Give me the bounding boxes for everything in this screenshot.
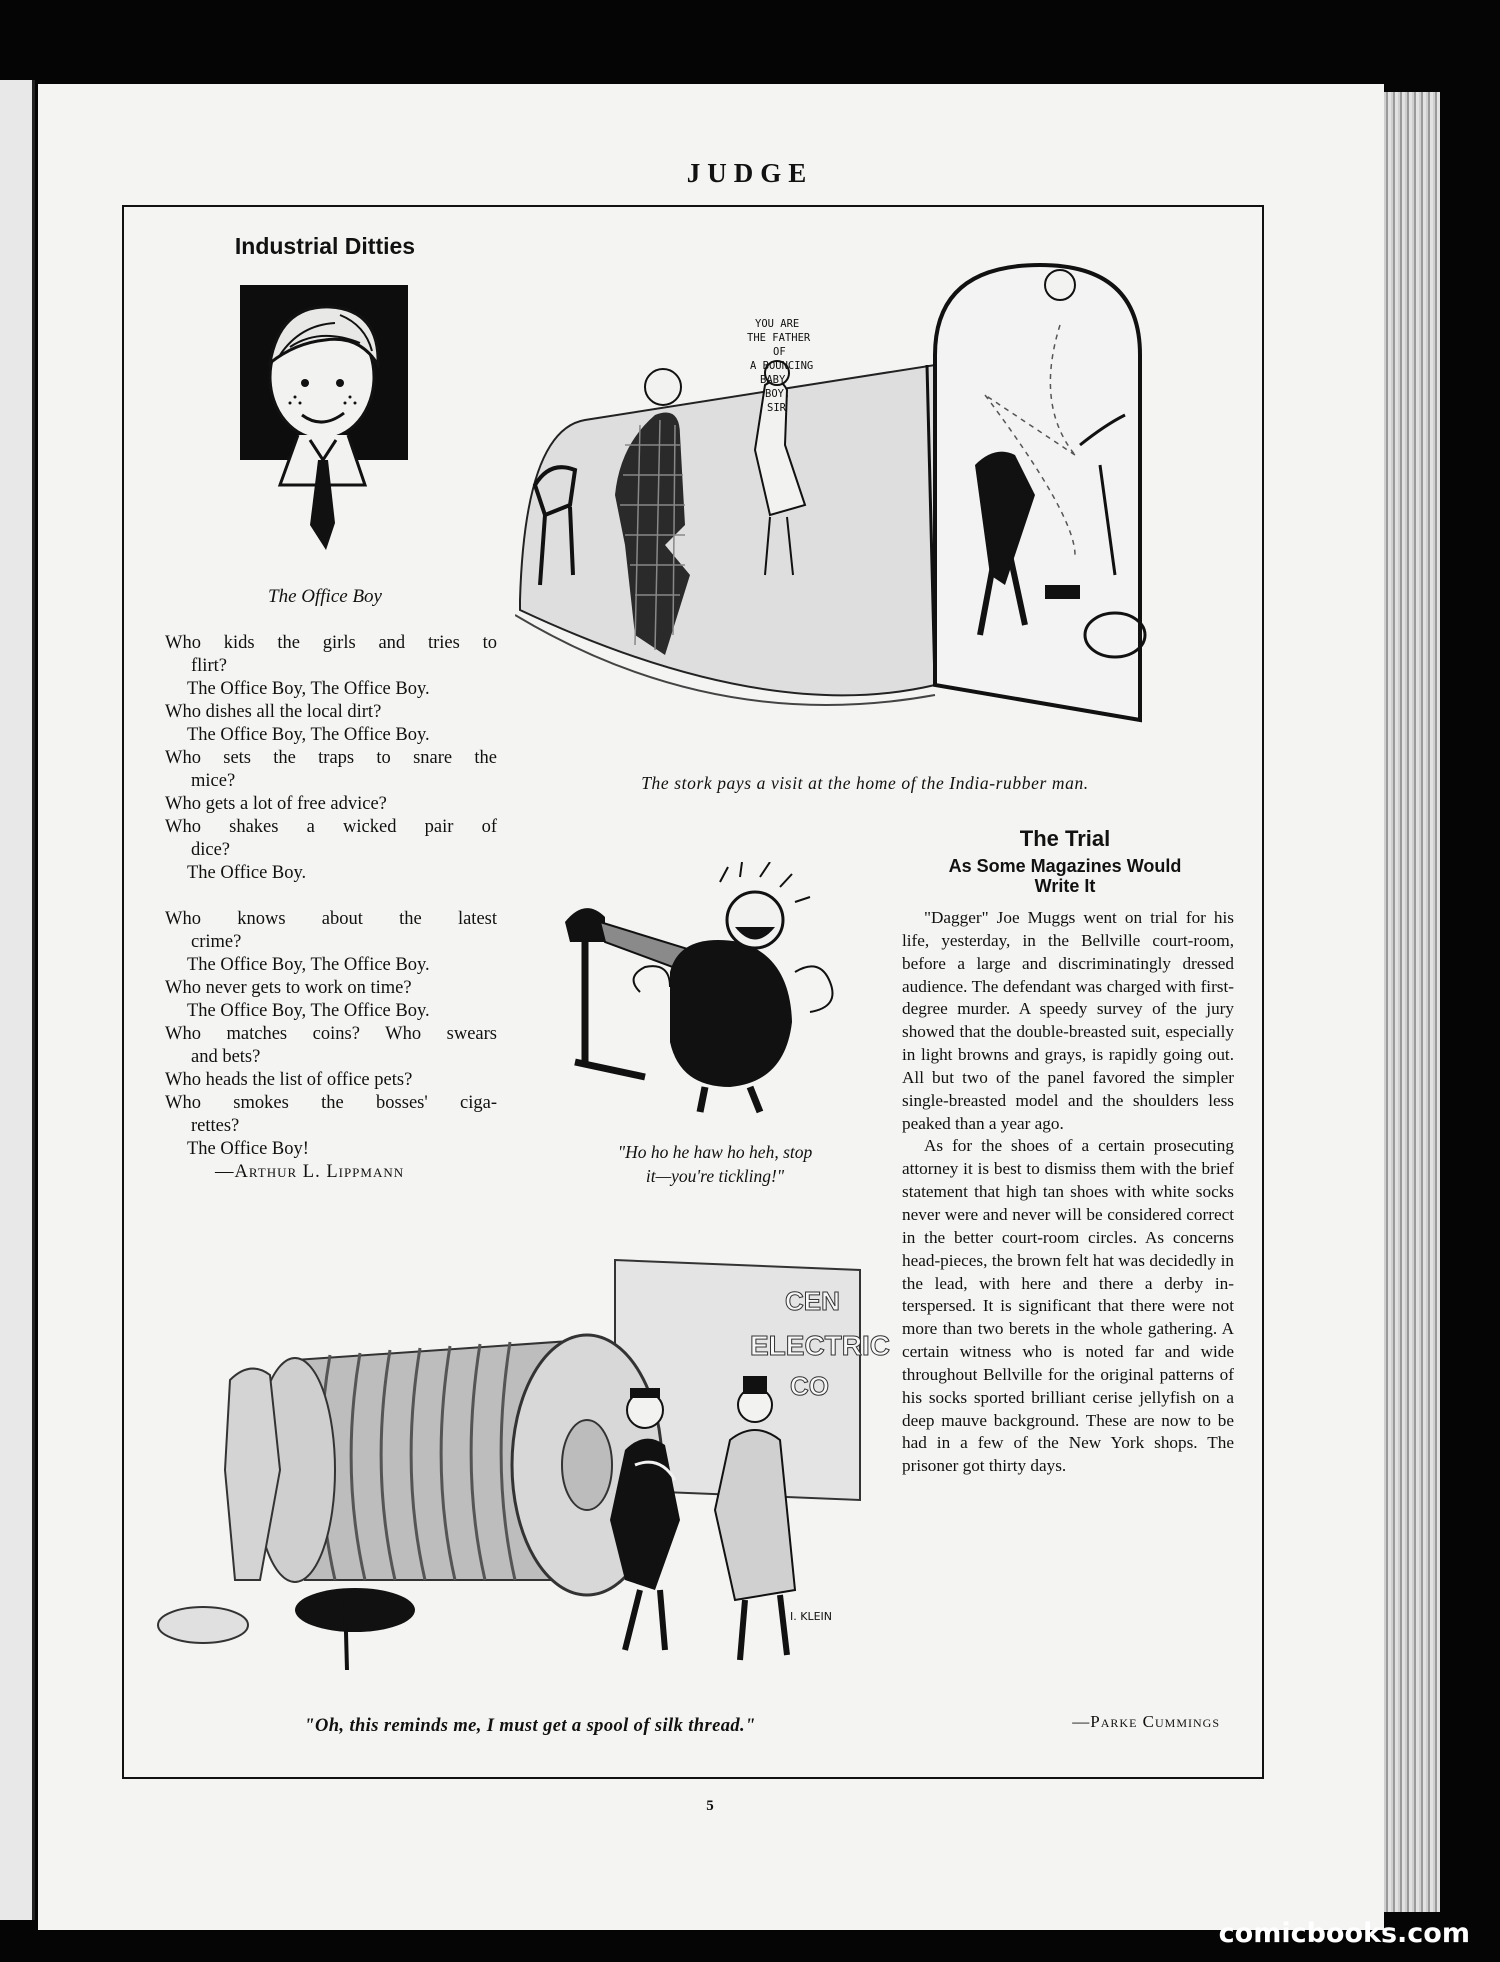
trial-article-body xyxy=(902,907,1234,1478)
masthead: JUDGE xyxy=(686,158,814,188)
tickle-caption-line2: it—you're tickling!" xyxy=(645,1166,785,1186)
office-boy-poem xyxy=(165,632,497,1184)
poem-line: Who gets a lot of free advice? xyxy=(165,794,387,814)
poem-line: Who kids the girls and tries to xyxy=(165,633,497,653)
portrait-caption: The Office Boy xyxy=(268,586,382,607)
poem-line: The Office Boy, The Office Boy. xyxy=(187,1001,430,1021)
poem-line: Who knows about the latest xyxy=(165,909,497,929)
trial-title: The Trial xyxy=(1019,826,1111,851)
left-page-edge xyxy=(0,80,35,1920)
page-stack-edge xyxy=(1384,92,1440,1912)
trial-subtitle xyxy=(900,856,1230,896)
svg-text:CEN: CEN xyxy=(785,1286,840,1316)
artist-signature: I. KLEIN xyxy=(790,1610,833,1623)
page-number: 5 xyxy=(706,1798,714,1814)
poem-line: rettes? xyxy=(191,1116,240,1136)
poem-line: flirt? xyxy=(191,656,227,676)
poem-line: dice? xyxy=(191,840,231,860)
tickle-caption-line1: "Ho ho he haw ho heh, stop xyxy=(617,1142,813,1162)
poem-line: Who never gets to work on time? xyxy=(165,978,412,998)
svg-text:ELECTRIC: ELECTRIC xyxy=(750,1330,890,1361)
poem-line: and bets? xyxy=(191,1047,261,1067)
stork-wall-message: YOU ARE THE FATHER OF A BOUNCING BABY BOY, SIR xyxy=(747,318,814,414)
poem-byline: —Arthur L. Lippmann xyxy=(215,1162,405,1182)
poem-line: crime? xyxy=(191,932,242,952)
stork-cartoon xyxy=(515,255,1205,760)
poem-line: The Office Boy, The Office Boy. xyxy=(187,679,430,699)
poem-line: The Office Boy. xyxy=(187,863,307,883)
trial-byline: —Parke Cummings xyxy=(1072,1712,1220,1731)
tickle-cartoon xyxy=(530,862,875,1117)
spool-caption: "Oh, this reminds me, I must get a spool of silk thread." xyxy=(304,1716,756,1736)
poem-line: Who dishes all the local dirt? xyxy=(165,702,382,722)
poem-line: Who shakes a wicked pair of xyxy=(165,817,497,837)
poem-line: Who sets the traps to snare the xyxy=(165,748,497,768)
spool-cartoon xyxy=(155,1250,890,1695)
poem-line: The Office Boy! xyxy=(187,1139,309,1159)
trial-subtitle-line2: Write It xyxy=(1034,876,1096,896)
stanza-break xyxy=(165,885,497,908)
watermark: comicbooks.com xyxy=(1218,1918,1470,1949)
trial-subtitle-line1: As Some Magazines Would xyxy=(948,856,1182,876)
poem-line: The Office Boy, The Office Boy. xyxy=(187,955,430,975)
stork-caption: The stork pays a visit at the home of the India-rubber man. xyxy=(641,773,1089,793)
poem-line: mice? xyxy=(191,771,236,791)
poem-line: Who smokes the bosses' ciga- xyxy=(165,1093,497,1113)
svg-text:CO: CO xyxy=(790,1371,829,1401)
poem-line: The Office Boy, The Office Boy. xyxy=(187,725,430,745)
trial-paragraph-2: As for the shoes of a certain prosecuting attorney it is best to dismiss them with the brief statement that high tan shoes with white socks never were and never will be considered correct in the better court-room circles. As concerns head-pieces, the brown felt hat was decidedly in the lead, with here and there a derby interspersed. It is significant that there were not more than two berets in the whole gathering. A certain witness who is noted far and wide throughout Bellville for the original patterns of his socks sported brilliant cerise jellyfish on a deep mauve background. These are now to be had in a few of the New York shops. The prisoner got thirty days. xyxy=(902,1136,1234,1476)
poem-line: Who matches coins? Who swears xyxy=(165,1024,497,1044)
poem-line: Who heads the list of office pets? xyxy=(165,1070,413,1090)
office-boy-portrait xyxy=(240,285,408,565)
ditties-title: Industrial Ditties xyxy=(234,233,416,259)
tickle-caption xyxy=(555,1140,875,1188)
trial-paragraph-1: "Dagger" Joe Muggs went on trial for his life, yesterday, in the Bellville court-room, before a large and discriminatingly dressed audience. The defendant was charged with first-degree murder. A speedy survey of the jury showed that the double-breasted suit, especially in light browns and grays, is rapidly going out. All but two of the panel favored the simpler single-breasted model and the shoulders less peaked than a year ago. xyxy=(902,908,1234,1133)
